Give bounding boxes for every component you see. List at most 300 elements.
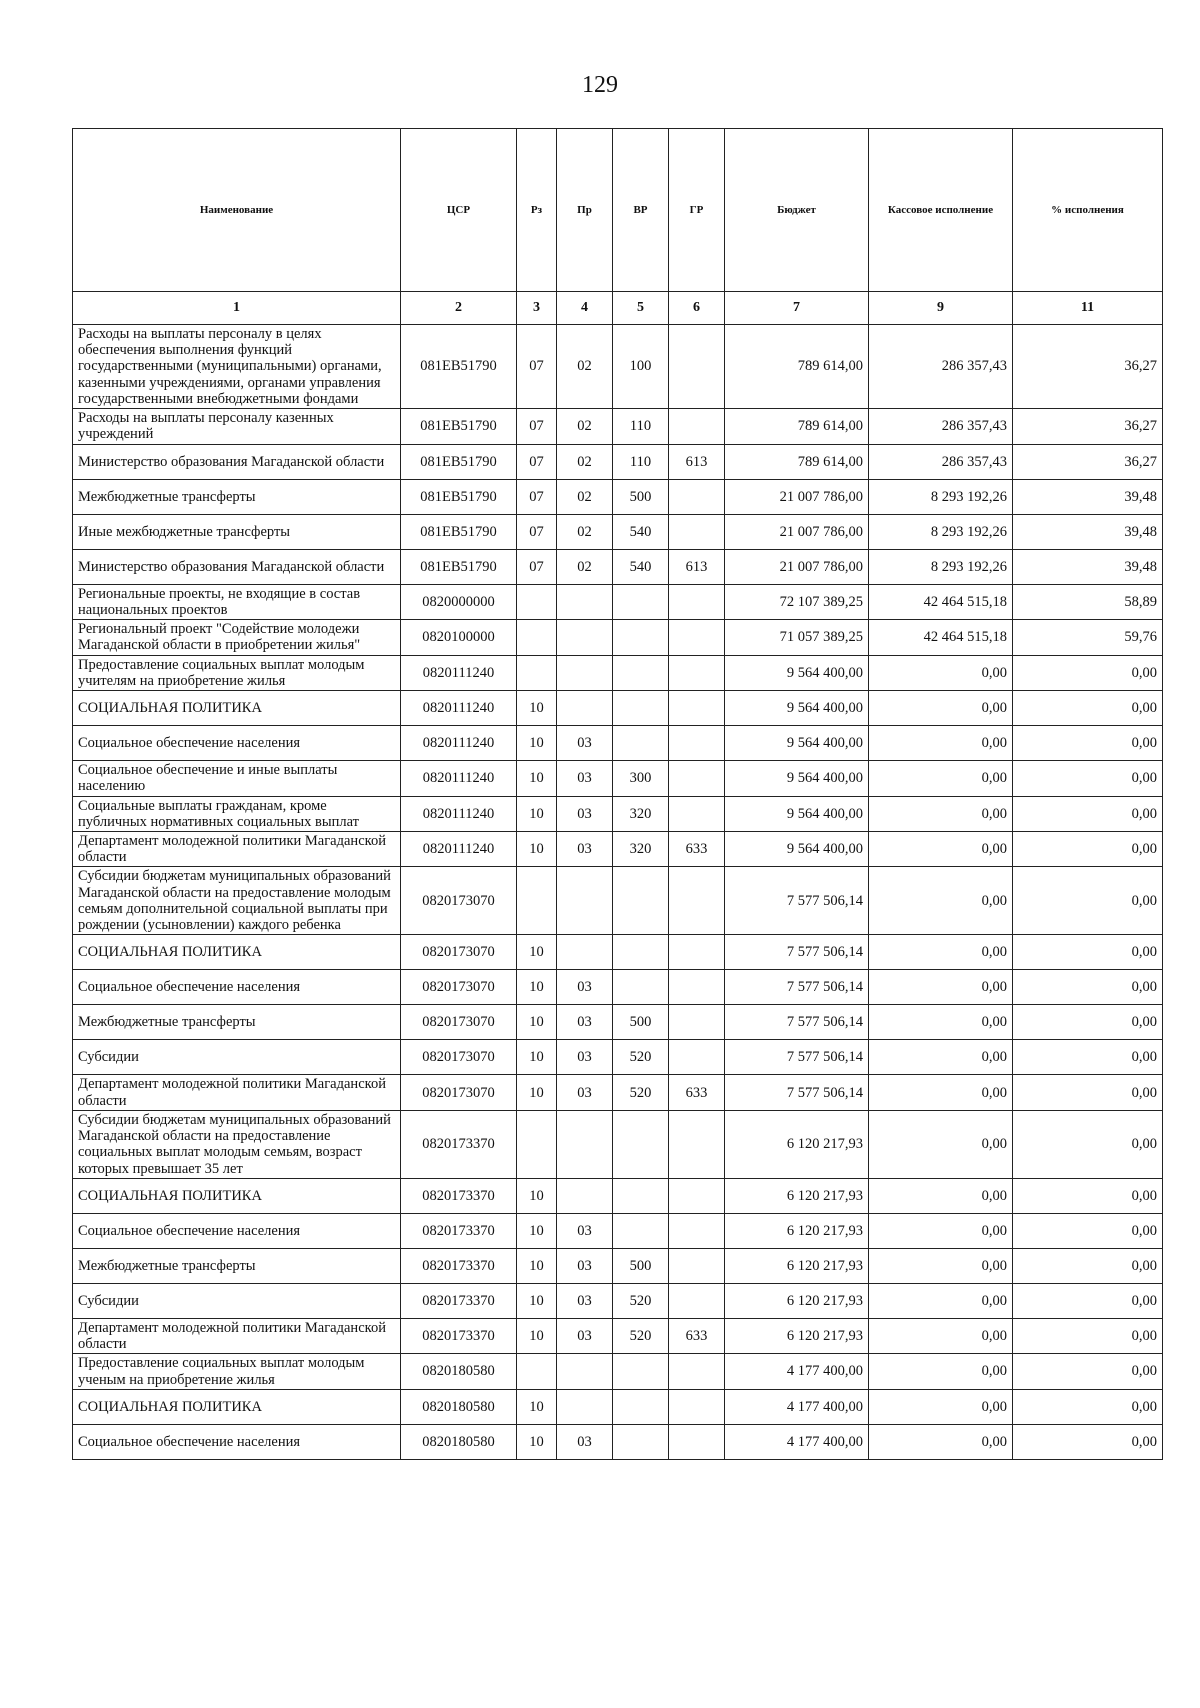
row-csr: 0820173370 [401, 1318, 517, 1353]
table-row [73, 444, 1163, 479]
row-rz [517, 1354, 557, 1389]
row-gr: 633 [669, 1075, 725, 1110]
row-vr [613, 726, 669, 761]
row-rz: 10 [517, 935, 557, 970]
row-name: Департамент молодежной политики Магаданской области [73, 1318, 401, 1353]
row-name: Иные межбюджетные трансферты [73, 514, 401, 549]
row-pr [557, 620, 613, 655]
row-percent-execution: 58,89 [1013, 584, 1163, 619]
row-pr [557, 867, 613, 935]
row-budget: 6 120 217,93 [725, 1318, 869, 1353]
table-row [73, 1110, 1163, 1178]
row-pr: 02 [557, 325, 613, 409]
row-pr [557, 691, 613, 726]
row-gr [669, 867, 725, 935]
row-budget: 789 614,00 [725, 444, 869, 479]
row-budget: 7 577 506,14 [725, 970, 869, 1005]
row-rz: 10 [517, 726, 557, 761]
row-pr: 03 [557, 761, 613, 796]
row-rz: 10 [517, 831, 557, 866]
column-number: 9 [869, 292, 1013, 325]
page-number: 129 [582, 72, 618, 98]
table-row [73, 831, 1163, 866]
row-vr: 100 [613, 325, 669, 409]
row-vr [613, 691, 669, 726]
row-vr [613, 1354, 669, 1389]
row-vr: 320 [613, 831, 669, 866]
row-pr: 03 [557, 1248, 613, 1283]
row-vr [613, 655, 669, 690]
row-csr: 081ЕВ51790 [401, 444, 517, 479]
row-budget: 9 564 400,00 [725, 796, 869, 831]
row-percent-execution: 0,00 [1013, 761, 1163, 796]
row-name: Социальные выплаты гражданам, кроме публичных нормативных социальных выплат [73, 796, 401, 831]
row-percent-execution: 0,00 [1013, 1389, 1163, 1424]
row-pr: 03 [557, 796, 613, 831]
row-name: Департамент молодежной политики Магаданской области [73, 1075, 401, 1110]
row-name: Социальное обеспечение населения [73, 970, 401, 1005]
row-name: СОЦИАЛЬНАЯ ПОЛИТИКА [73, 935, 401, 970]
row-cash-execution: 0,00 [869, 655, 1013, 690]
row-rz: 07 [517, 444, 557, 479]
table-row [73, 1040, 1163, 1075]
row-gr: 633 [669, 1318, 725, 1353]
row-name: Расходы на выплаты персоналу казенных учреждений [73, 409, 401, 444]
row-pr: 03 [557, 1040, 613, 1075]
row-gr [669, 1213, 725, 1248]
row-percent-execution: 39,48 [1013, 479, 1163, 514]
row-pr: 02 [557, 444, 613, 479]
header-percent-execution: % исполнения [1013, 129, 1163, 292]
table-row [73, 1389, 1163, 1424]
row-rz: 10 [517, 1040, 557, 1075]
row-csr: 0820111240 [401, 761, 517, 796]
row-budget: 4 177 400,00 [725, 1389, 869, 1424]
row-budget: 789 614,00 [725, 325, 869, 409]
row-vr: 520 [613, 1040, 669, 1075]
row-csr: 0820173070 [401, 1075, 517, 1110]
row-csr: 0820111240 [401, 691, 517, 726]
table-row [73, 325, 1163, 409]
table-row [73, 1424, 1163, 1459]
row-pr [557, 1110, 613, 1178]
row-pr [557, 584, 613, 619]
row-pr: 02 [557, 514, 613, 549]
row-gr [669, 325, 725, 409]
header-csr: ЦСР [401, 129, 517, 292]
row-percent-execution: 36,27 [1013, 409, 1163, 444]
row-cash-execution: 0,00 [869, 1110, 1013, 1178]
row-gr [669, 584, 725, 619]
row-gr: 613 [669, 444, 725, 479]
row-name: Социальное обеспечение и иные выплаты населению [73, 761, 401, 796]
row-vr: 520 [613, 1318, 669, 1353]
row-cash-execution: 286 357,43 [869, 444, 1013, 479]
row-rz: 10 [517, 1318, 557, 1353]
row-pr [557, 1178, 613, 1213]
header-name: Наименование [73, 129, 401, 292]
table-row [73, 691, 1163, 726]
row-vr: 320 [613, 796, 669, 831]
row-budget: 6 120 217,93 [725, 1213, 869, 1248]
row-cash-execution: 0,00 [869, 831, 1013, 866]
row-rz: 10 [517, 1178, 557, 1213]
row-rz: 10 [517, 1283, 557, 1318]
row-cash-execution: 0,00 [869, 1283, 1013, 1318]
header-gr: ГР [669, 129, 725, 292]
header-row [73, 129, 1163, 292]
row-pr [557, 1354, 613, 1389]
row-budget: 9 564 400,00 [725, 726, 869, 761]
row-budget: 7 577 506,14 [725, 867, 869, 935]
row-percent-execution: 0,00 [1013, 1178, 1163, 1213]
row-name: Региональный проект "Содействие молодежи Магаданской области в приобретении жилья" [73, 620, 401, 655]
row-percent-execution: 0,00 [1013, 691, 1163, 726]
row-csr: 081ЕВ51790 [401, 479, 517, 514]
row-cash-execution: 0,00 [869, 970, 1013, 1005]
row-budget: 7 577 506,14 [725, 935, 869, 970]
row-gr [669, 655, 725, 690]
row-percent-execution: 0,00 [1013, 1110, 1163, 1178]
row-csr: 0820111240 [401, 796, 517, 831]
row-name: Министерство образования Магаданской области [73, 444, 401, 479]
row-vr [613, 1389, 669, 1424]
row-cash-execution: 0,00 [869, 1213, 1013, 1248]
row-csr: 0820173370 [401, 1110, 517, 1178]
table-row [73, 549, 1163, 584]
column-number: 4 [557, 292, 613, 325]
row-name: Социальное обеспечение населения [73, 726, 401, 761]
row-percent-execution: 0,00 [1013, 1040, 1163, 1075]
row-percent-execution: 59,76 [1013, 620, 1163, 655]
table-row [73, 867, 1163, 935]
row-vr [613, 1110, 669, 1178]
table-row [73, 1248, 1163, 1283]
row-budget: 21 007 786,00 [725, 549, 869, 584]
row-rz [517, 584, 557, 619]
row-budget: 72 107 389,25 [725, 584, 869, 619]
row-rz: 07 [517, 409, 557, 444]
row-csr: 0820173070 [401, 1040, 517, 1075]
row-name: Субсидии бюджетам муниципальных образований Магаданской области на предоставление молодым семьям дополнительной социальной выплаты при рождении (усыновлении) каждого ребенка [73, 867, 401, 935]
row-budget: 6 120 217,93 [725, 1248, 869, 1283]
table-row [73, 479, 1163, 514]
table-row [73, 761, 1163, 796]
row-pr: 03 [557, 1318, 613, 1353]
row-gr [669, 726, 725, 761]
row-percent-execution: 0,00 [1013, 1248, 1163, 1283]
row-name: Субсидии [73, 1283, 401, 1318]
row-pr: 03 [557, 1005, 613, 1040]
row-name: Департамент молодежной политики Магаданской области [73, 831, 401, 866]
column-number: 7 [725, 292, 869, 325]
row-percent-execution: 39,48 [1013, 514, 1163, 549]
row-csr: 0820173370 [401, 1178, 517, 1213]
row-percent-execution: 0,00 [1013, 1213, 1163, 1248]
table-row [73, 935, 1163, 970]
row-name: Предоставление социальных выплат молодым учителям на приобретение жилья [73, 655, 401, 690]
row-cash-execution: 0,00 [869, 935, 1013, 970]
row-gr [669, 409, 725, 444]
row-csr: 081ЕВ51790 [401, 549, 517, 584]
table-row [73, 514, 1163, 549]
row-gr [669, 479, 725, 514]
row-budget: 6 120 217,93 [725, 1283, 869, 1318]
row-percent-execution: 36,27 [1013, 444, 1163, 479]
row-cash-execution: 0,00 [869, 1424, 1013, 1459]
row-name: СОЦИАЛЬНАЯ ПОЛИТИКА [73, 1389, 401, 1424]
row-rz: 10 [517, 970, 557, 1005]
row-vr: 540 [613, 514, 669, 549]
row-rz: 10 [517, 1005, 557, 1040]
row-vr [613, 935, 669, 970]
row-name: Социальное обеспечение населения [73, 1213, 401, 1248]
row-csr: 0820173070 [401, 867, 517, 935]
row-percent-execution: 0,00 [1013, 831, 1163, 866]
column-number: 11 [1013, 292, 1163, 325]
column-number: 2 [401, 292, 517, 325]
column-number: 5 [613, 292, 669, 325]
row-csr: 0820173370 [401, 1248, 517, 1283]
table-row [73, 1354, 1163, 1389]
row-gr [669, 1424, 725, 1459]
column-number: 3 [517, 292, 557, 325]
row-vr: 110 [613, 409, 669, 444]
row-name: Социальное обеспечение населения [73, 1424, 401, 1459]
row-vr: 500 [613, 1005, 669, 1040]
row-rz: 07 [517, 479, 557, 514]
row-name: Субсидии [73, 1040, 401, 1075]
row-vr: 520 [613, 1075, 669, 1110]
table-row [73, 409, 1163, 444]
row-cash-execution: 8 293 192,26 [869, 479, 1013, 514]
row-gr [669, 935, 725, 970]
row-vr [613, 970, 669, 1005]
row-pr [557, 935, 613, 970]
table-row [73, 1213, 1163, 1248]
row-rz [517, 1110, 557, 1178]
row-percent-execution: 0,00 [1013, 655, 1163, 690]
row-name: Межбюджетные трансферты [73, 1248, 401, 1283]
row-cash-execution: 0,00 [869, 1040, 1013, 1075]
row-pr: 03 [557, 726, 613, 761]
row-cash-execution: 0,00 [869, 867, 1013, 935]
row-cash-execution: 42 464 515,18 [869, 584, 1013, 619]
row-budget: 4 177 400,00 [725, 1424, 869, 1459]
row-budget: 4 177 400,00 [725, 1354, 869, 1389]
table-row [73, 970, 1163, 1005]
row-gr [669, 761, 725, 796]
row-cash-execution: 8 293 192,26 [869, 514, 1013, 549]
row-gr [669, 1110, 725, 1178]
row-budget: 9 564 400,00 [725, 831, 869, 866]
row-csr: 0820100000 [401, 620, 517, 655]
row-rz: 10 [517, 1213, 557, 1248]
row-csr: 0820173370 [401, 1213, 517, 1248]
row-percent-execution: 0,00 [1013, 1318, 1163, 1353]
row-rz: 10 [517, 1075, 557, 1110]
row-rz [517, 620, 557, 655]
row-csr: 0820111240 [401, 831, 517, 866]
row-budget: 7 577 506,14 [725, 1075, 869, 1110]
row-gr [669, 1283, 725, 1318]
row-percent-execution: 0,00 [1013, 1424, 1163, 1459]
row-name: СОЦИАЛЬНАЯ ПОЛИТИКА [73, 691, 401, 726]
row-csr: 081ЕВ51790 [401, 409, 517, 444]
row-csr: 0820173070 [401, 935, 517, 970]
row-percent-execution: 0,00 [1013, 1005, 1163, 1040]
header-pr: Пр [557, 129, 613, 292]
row-vr: 520 [613, 1283, 669, 1318]
row-name: СОЦИАЛЬНАЯ ПОЛИТИКА [73, 1178, 401, 1213]
row-budget: 9 564 400,00 [725, 691, 869, 726]
row-percent-execution: 0,00 [1013, 935, 1163, 970]
row-name: Субсидии бюджетам муниципальных образований Магаданской области на предоставление социальных выплат молодым семьям, возраст которых превышает 35 лет [73, 1110, 401, 1178]
row-csr: 081ЕВ51790 [401, 514, 517, 549]
row-vr [613, 1213, 669, 1248]
table-row [73, 655, 1163, 690]
row-rz [517, 867, 557, 935]
row-pr: 03 [557, 1075, 613, 1110]
row-rz: 10 [517, 796, 557, 831]
row-percent-execution: 0,00 [1013, 1075, 1163, 1110]
row-pr: 03 [557, 1213, 613, 1248]
row-vr: 110 [613, 444, 669, 479]
row-budget: 71 057 389,25 [725, 620, 869, 655]
row-percent-execution: 36,27 [1013, 325, 1163, 409]
row-gr [669, 1040, 725, 1075]
row-budget: 7 577 506,14 [725, 1005, 869, 1040]
row-cash-execution: 286 357,43 [869, 409, 1013, 444]
row-csr: 0820111240 [401, 655, 517, 690]
row-rz: 10 [517, 1248, 557, 1283]
table-row [73, 1005, 1163, 1040]
row-gr [669, 1005, 725, 1040]
row-budget: 789 614,00 [725, 409, 869, 444]
row-pr [557, 655, 613, 690]
table-row [73, 726, 1163, 761]
row-cash-execution: 0,00 [869, 1248, 1013, 1283]
row-budget: 9 564 400,00 [725, 761, 869, 796]
row-pr [557, 1389, 613, 1424]
row-vr [613, 1424, 669, 1459]
column-number-row [73, 292, 1163, 325]
row-budget: 21 007 786,00 [725, 514, 869, 549]
header-rz: Рз [517, 129, 557, 292]
row-budget: 6 120 217,93 [725, 1178, 869, 1213]
row-cash-execution: 0,00 [869, 761, 1013, 796]
row-rz: 07 [517, 549, 557, 584]
table-row [73, 1075, 1163, 1110]
row-cash-execution: 42 464 515,18 [869, 620, 1013, 655]
row-pr: 03 [557, 970, 613, 1005]
row-gr [669, 620, 725, 655]
row-rz: 10 [517, 691, 557, 726]
column-number: 6 [669, 292, 725, 325]
row-rz: 10 [517, 1389, 557, 1424]
row-name: Предоставление социальных выплат молодым ученым на приобретение жилья [73, 1354, 401, 1389]
row-csr: 0820000000 [401, 584, 517, 619]
row-csr: 0820173370 [401, 1283, 517, 1318]
row-gr [669, 1389, 725, 1424]
row-budget: 9 564 400,00 [725, 655, 869, 690]
row-gr [669, 1354, 725, 1389]
row-pr: 02 [557, 549, 613, 584]
table-row [73, 620, 1163, 655]
row-rz: 07 [517, 325, 557, 409]
row-gr [669, 796, 725, 831]
row-budget: 6 120 217,93 [725, 1110, 869, 1178]
row-cash-execution: 0,00 [869, 691, 1013, 726]
row-vr [613, 620, 669, 655]
budget-table [72, 128, 1163, 1460]
row-pr: 02 [557, 409, 613, 444]
row-name: Расходы на выплаты персоналу в целях обеспечения выполнения функций государственными (муниципальными) органами, казенными учреждениями, органами управления государственными внебюджетными фондами [73, 325, 401, 409]
row-pr: 03 [557, 1283, 613, 1318]
row-vr: 500 [613, 479, 669, 514]
row-vr [613, 867, 669, 935]
row-cash-execution: 0,00 [869, 1075, 1013, 1110]
row-percent-execution: 0,00 [1013, 726, 1163, 761]
row-cash-execution: 286 357,43 [869, 325, 1013, 409]
row-gr [669, 970, 725, 1005]
row-pr: 02 [557, 479, 613, 514]
row-percent-execution: 39,48 [1013, 549, 1163, 584]
row-rz: 10 [517, 1424, 557, 1459]
header-vr: ВР [613, 129, 669, 292]
row-pr: 03 [557, 1424, 613, 1459]
row-csr: 0820180580 [401, 1424, 517, 1459]
row-vr: 500 [613, 1248, 669, 1283]
row-csr: 0820180580 [401, 1354, 517, 1389]
row-name: Министерство образования Магаданской области [73, 549, 401, 584]
row-budget: 21 007 786,00 [725, 479, 869, 514]
row-cash-execution: 0,00 [869, 1354, 1013, 1389]
row-rz: 07 [517, 514, 557, 549]
row-cash-execution: 0,00 [869, 796, 1013, 831]
row-cash-execution: 0,00 [869, 726, 1013, 761]
table-row [73, 584, 1163, 619]
row-csr: 0820173070 [401, 1005, 517, 1040]
table-row [73, 1318, 1163, 1353]
row-csr: 0820180580 [401, 1389, 517, 1424]
row-gr [669, 514, 725, 549]
row-csr: 0820173070 [401, 970, 517, 1005]
column-number: 1 [73, 292, 401, 325]
row-gr [669, 1178, 725, 1213]
row-gr: 613 [669, 549, 725, 584]
header-cash-execution: Кассовое исполнение [869, 129, 1013, 292]
row-rz: 10 [517, 761, 557, 796]
row-pr: 03 [557, 831, 613, 866]
row-percent-execution: 0,00 [1013, 1354, 1163, 1389]
header-budget: Бюджет [725, 129, 869, 292]
row-vr: 540 [613, 549, 669, 584]
row-vr [613, 1178, 669, 1213]
row-budget: 7 577 506,14 [725, 1040, 869, 1075]
table-row [73, 1178, 1163, 1213]
row-cash-execution: 8 293 192,26 [869, 549, 1013, 584]
row-csr: 0820111240 [401, 726, 517, 761]
row-cash-execution: 0,00 [869, 1005, 1013, 1040]
row-percent-execution: 0,00 [1013, 1283, 1163, 1318]
row-gr [669, 1248, 725, 1283]
table-row [73, 796, 1163, 831]
row-vr: 300 [613, 761, 669, 796]
row-percent-execution: 0,00 [1013, 867, 1163, 935]
row-vr [613, 584, 669, 619]
row-gr [669, 691, 725, 726]
